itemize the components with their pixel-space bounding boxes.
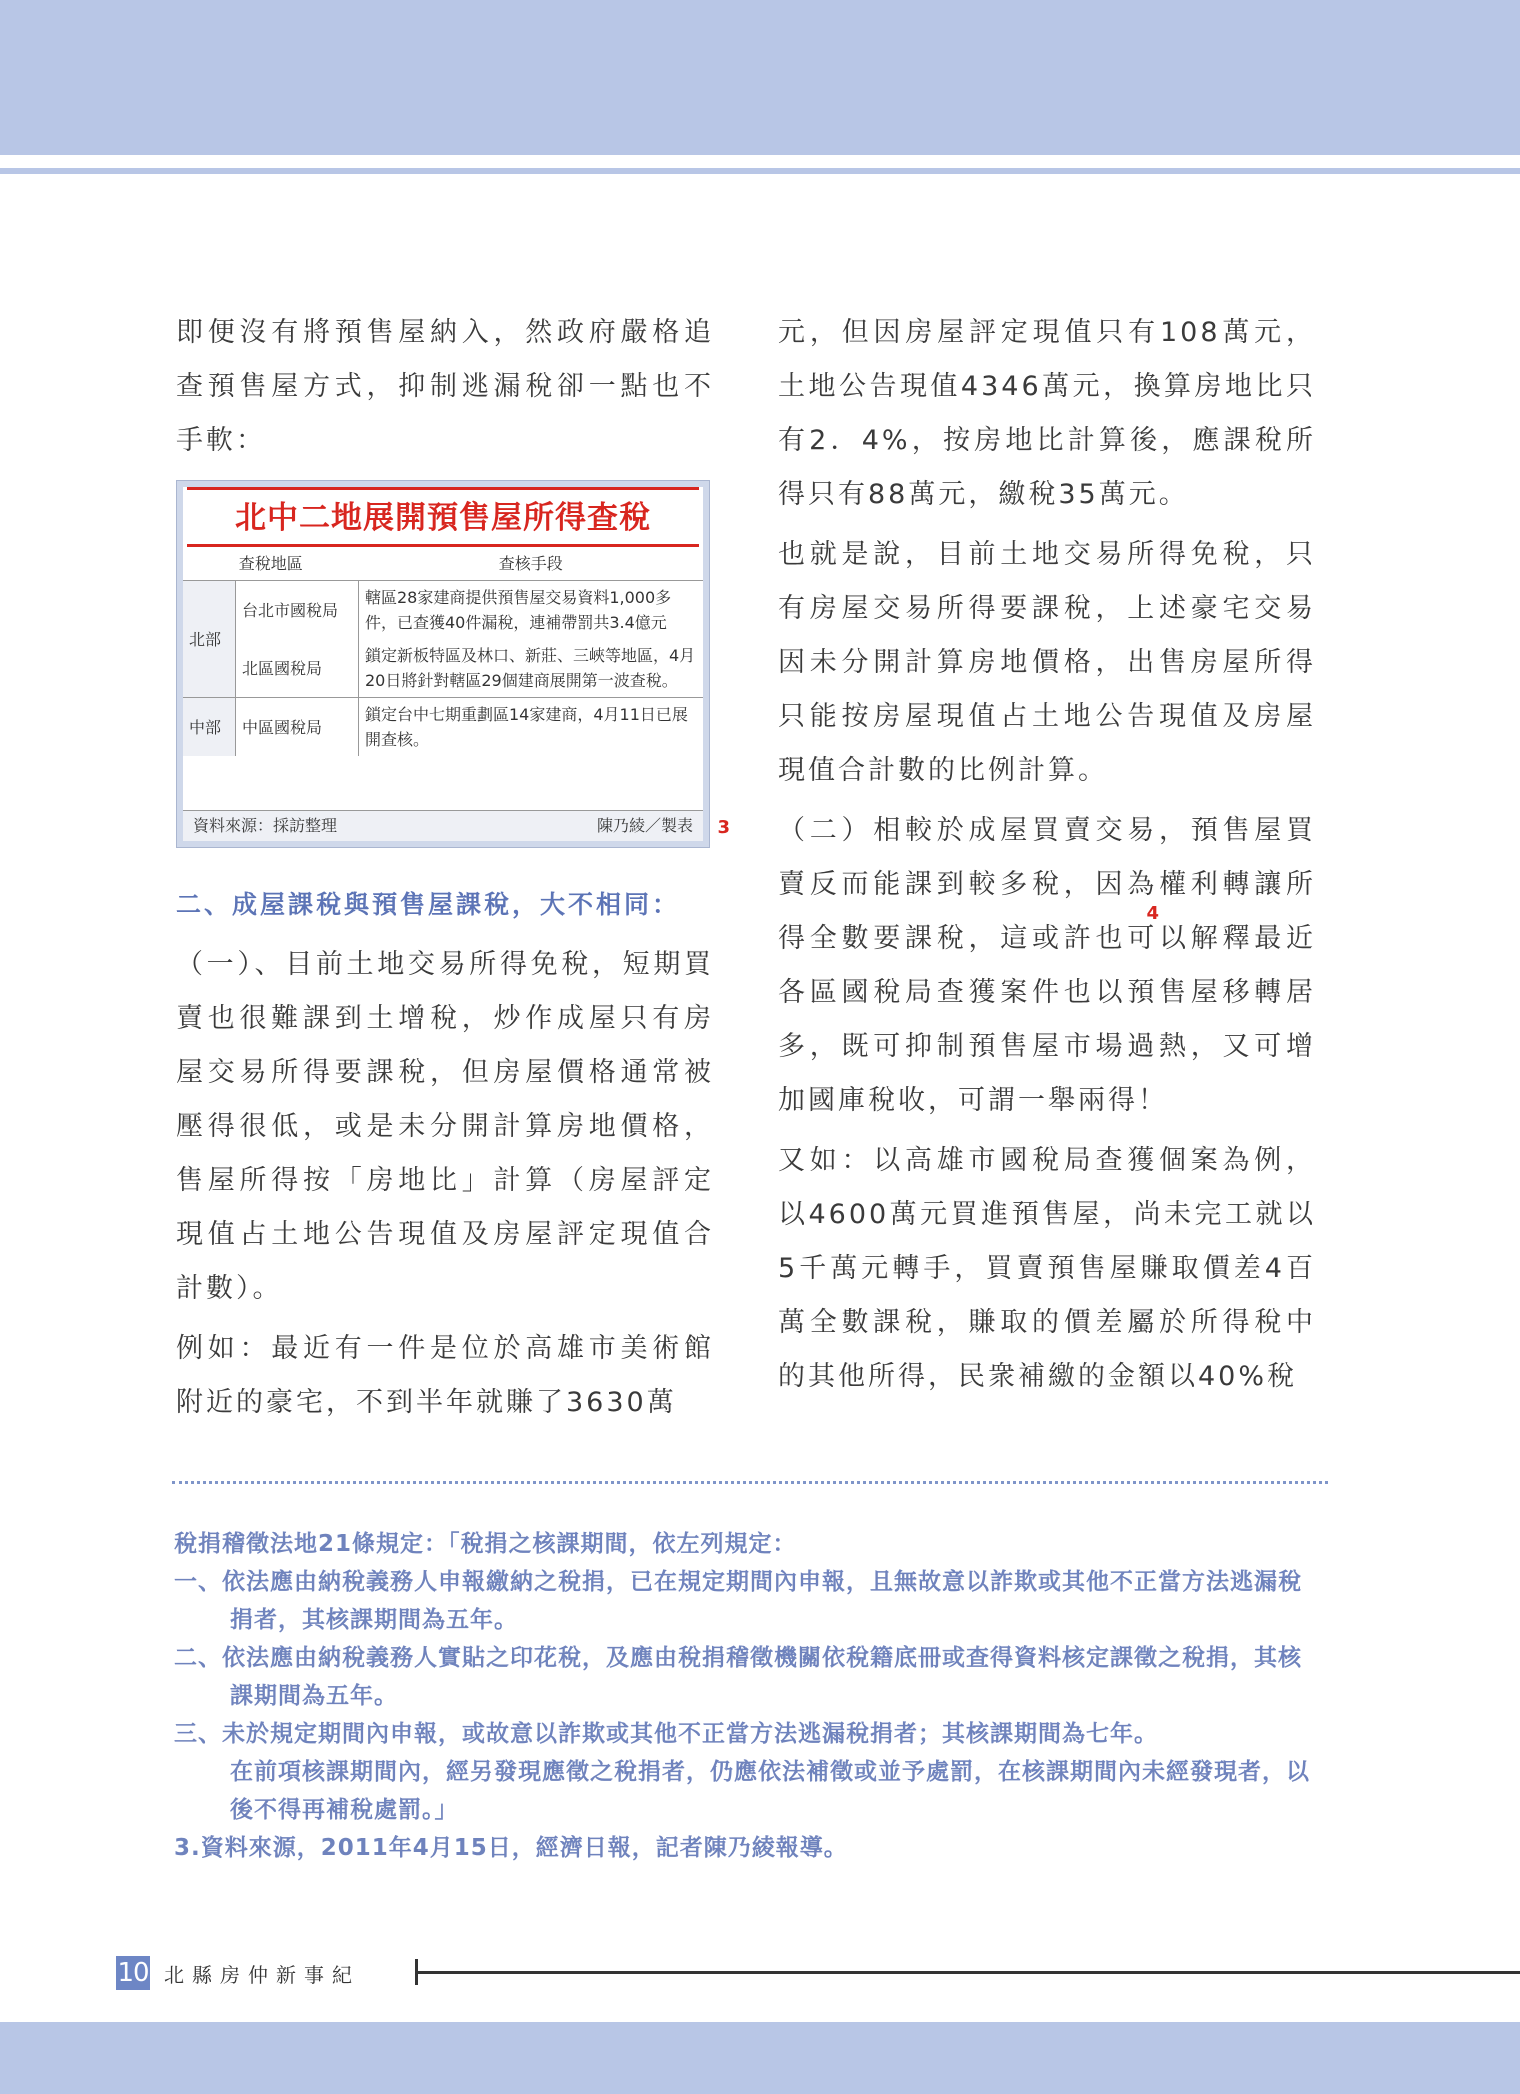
- office-cell: 台北市國稅局: [236, 581, 359, 640]
- table-header-region: 查稅地區: [183, 547, 359, 581]
- tax-audit-table: [183, 547, 703, 756]
- magazine-title: 北縣房仲新事紀: [164, 1962, 360, 1987]
- intro-paragraph: 即便沒有將預售屋納入，然政府嚴格追查預售屋方式，抑制逃漏稅卻一點也不手軟：: [176, 317, 714, 456]
- table-credit: 陳乃綾／製表: [596, 816, 693, 835]
- note-item-2: 二、依法應由納稅義務人實貼之印花稅，及應由稅捐稽徵機關依稅籍底冊或查得資料核定課徵之稅捐，其核課期間為五年。: [174, 1645, 1302, 1709]
- footnote-mark-4: 4: [1146, 903, 1163, 924]
- right-column: [778, 306, 1316, 1410]
- note-source: 3.資料來源，2011年4月15日，經濟日報，記者陳乃綾報導。: [174, 1835, 848, 1861]
- page-number: 10: [117, 1958, 149, 1988]
- paragraph-5-end: ，這或許也可以解釋最近各區國稅局查獲案件也以預售屋移轉居多，既可抑制預售屋市場過熱，又可增加國庫稅收，可謂一舉兩得！: [778, 923, 1316, 1116]
- left-column: [176, 306, 733, 1436]
- footnote-mark-3: 3: [717, 817, 733, 838]
- paragraph-6: 又如：以高雄市國稅局查獲個案為例，以4600萬元買進預售屋，尚未完工就以5千萬元轉手，買賣預售屋賺取價差4百萬全數課稅，賺取的價差屬於所得稅中的其他所得，民衆補繳的金額以40%稅: [778, 1145, 1316, 1392]
- footnotes: [174, 1525, 1324, 1867]
- region-cell: 中部: [183, 698, 236, 757]
- bottom-banner: [0, 2022, 1520, 2094]
- footer-rule: [415, 1971, 1520, 1974]
- paragraph-5-start: （二）相較於成屋買賣交易，預售屋買賣反而能課到較多稅，因為權利轉讓所得全數要課稅: [778, 815, 1316, 954]
- tax-audit-table-figure: [176, 480, 733, 848]
- paragraph-5: [778, 804, 1316, 1128]
- paragraph-4: 也就是說，目前土地交易所得免稅，只有房屋交易所得要課稅，上述豪宅交易因未分開計算房地價格，出售房屋所得只能按房屋現值占土地公告現值及房屋現值合計數的比例計算。: [778, 539, 1316, 786]
- top-banner: [0, 0, 1520, 155]
- method-cell: 鎖定台中七期重劃區14家建商，4月11日已展開查核。: [359, 698, 704, 757]
- paragraph-1: （一）、目前土地交易所得免稅，短期買賣也很難課到土增稅，炒作成屋只有房屋交易所得要課稅，但房屋價格通常被壓得很低，或是未分開計算房地價格，售屋所得按「房地比」計算（房屋評定現值占土地公告現值及房屋評定現值合計數）。: [176, 949, 714, 1304]
- table-row: [183, 581, 703, 640]
- note-intro: 稅捐稽徵法地21條規定：「稅捐之核課期間，依左列規定：: [174, 1531, 797, 1557]
- table-row: [183, 698, 703, 757]
- note-item-1: 一、依法應由納稅義務人申報繳納之稅捐，已在規定期間內申報，且無故意以詐欺或其他不正當方法逃漏稅捐者，其核課期間為五年。: [174, 1569, 1302, 1633]
- table-footer: [183, 810, 703, 841]
- dotted-divider: [172, 1481, 1328, 1484]
- page-footer: [116, 1956, 360, 1990]
- paragraph-2: 例如：最近有一件是位於高雄市美術館附近的豪宅，不到半年就賺了3630萬: [176, 1333, 714, 1418]
- table-source: 資料來源：採訪整理: [193, 816, 338, 835]
- paragraph-3: 元，但因房屋評定現值只有108萬元，土地公告現值4346萬元，換算房地比只有2．4%，按房地比計算後，應課稅所得只有88萬元，繳稅35萬元。: [778, 317, 1316, 510]
- note-item-3-continued: 在前項核課期間內，經另發現應徵之稅捐者，仍應依法補徵或並予處罰，在核課期間內未經發現者，以後不得再補稅處罰。」: [230, 1759, 1310, 1823]
- region-cell: 北部: [183, 581, 236, 698]
- method-cell: 轄區28家建商提供預售屋交易資料1,000多件，已查獲40件漏稅，連補帶罰共3.4億元: [365, 588, 672, 632]
- table-row: [183, 639, 703, 698]
- method-cell: 鎖定新板特區及林口、新莊、三峽等地區，4月20日將針對轄區29個建商展開第一波查稅。: [365, 646, 696, 690]
- top-rule: [0, 168, 1520, 174]
- note-item-3: 三、未於規定期間內申報，或故意以詐欺或其他不正當方法逃漏稅捐者；其核課期間為七年。: [174, 1721, 1158, 1747]
- table-title: 北中二地展開預售屋所得查稅: [187, 487, 699, 547]
- office-cell: 北區國稅局: [236, 639, 359, 698]
- section-heading: 二、成屋課稅與預售屋課稅，大不相同：: [176, 890, 681, 919]
- office-cell: 中區國稅局: [236, 698, 359, 757]
- table-header-method: 查核手段: [359, 547, 704, 581]
